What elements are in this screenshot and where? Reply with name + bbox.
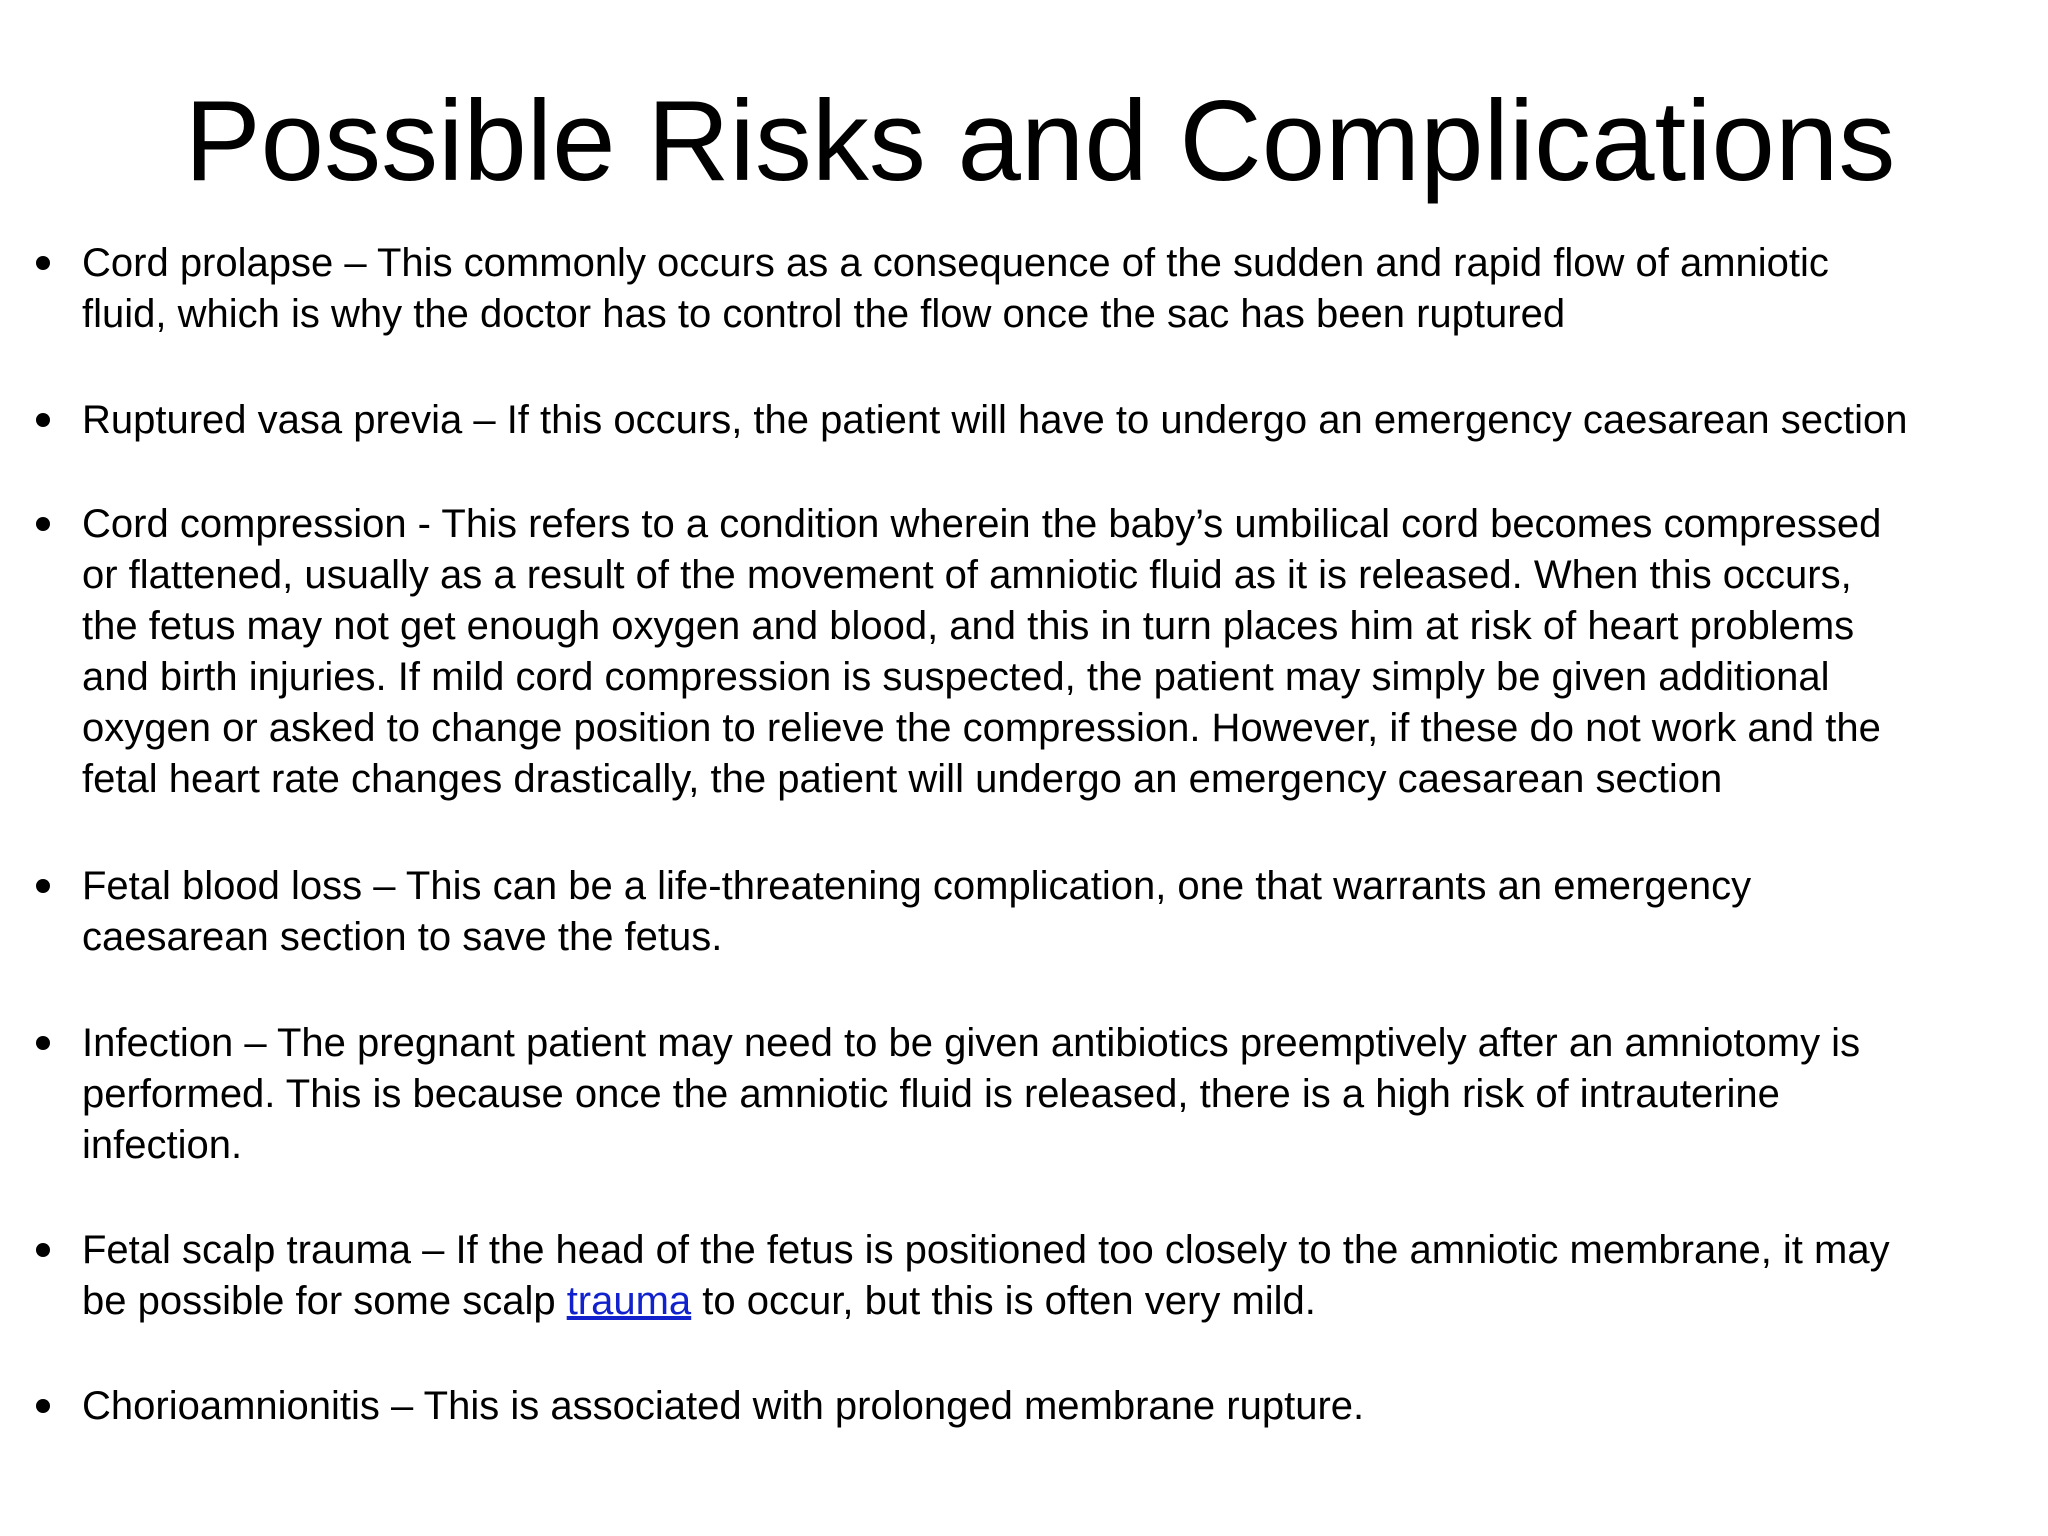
bullet-icon <box>36 1036 50 1050</box>
text-line: Fetal scalp trauma – If the head of the fetus is positioned too closely to the amniotic membrane, it may <box>82 1228 1890 1272</box>
bullet-text <box>82 1018 2048 1171</box>
bullet-icon <box>36 879 50 893</box>
text-line: the fetus may not get enough oxygen and blood, and this in turn places him at risk of heart problems <box>82 604 1855 648</box>
text-line: Fetal blood loss – This can be a life-threatening complication, one that warrants an emergency <box>82 864 1752 908</box>
slide-title: Possible Risks and Complications <box>184 78 1896 205</box>
text-line: caesarean section to save the fetus. <box>82 915 723 959</box>
bullet-icon <box>36 1243 50 1257</box>
text-line: Cord prolapse – This commonly occurs as a consequence of the sudden and rapid flow of amniotic <box>82 241 1829 285</box>
bullet-text <box>82 499 2048 805</box>
bullet-text <box>82 395 2048 446</box>
bullet-text <box>82 238 2048 340</box>
bullet-icon <box>36 517 50 531</box>
bullet-text <box>82 1381 2048 1432</box>
text-line: Infection – The pregnant patient may need to be given antibiotics preemptively after an amniotomy is <box>82 1021 1861 1065</box>
text-line: fluid, which is why the doctor has to control the flow once the sac has been ruptured <box>82 292 1566 336</box>
text-line: infection. <box>82 1123 243 1167</box>
text-line: fetal heart rate changes drastically, the patient will undergo an emergency caesarean section <box>82 757 1723 801</box>
text-line-with-link <box>82 1276 2048 1327</box>
bullet-icon <box>36 256 50 270</box>
text-line: Cord compression - This refers to a condition wherein the baby’s umbilical cord becomes compressed <box>82 502 1882 546</box>
text-line: Ruptured vasa previa – If this occurs, the patient will have to undergo an emergency caesarean section <box>82 398 1908 442</box>
link-prefix-text: be possible for some scalp <box>82 1279 567 1323</box>
bullet-icon <box>36 413 50 427</box>
link-suffix-text: to occur, but this is often very mild. <box>691 1279 1316 1323</box>
bullet-text <box>82 1225 2048 1327</box>
text-line: or flattened, usually as a result of the movement of amniotic fluid as it is released. When this occurs, <box>82 553 1852 597</box>
text-line: performed. This is because once the amniotic fluid is released, there is a high risk of intrauterine <box>82 1072 1780 1116</box>
text-line: oxygen or asked to change position to relieve the compression. However, if these do not work and the <box>82 706 1881 750</box>
text-line: Chorioamnionitis – This is associated with prolonged membrane rupture. <box>82 1384 1365 1428</box>
text-line: and birth injuries. If mild cord compression is suspected, the patient may simply be given additional <box>82 655 1830 699</box>
bullet-icon <box>36 1399 50 1413</box>
bullet-text <box>82 861 2048 963</box>
trauma-link[interactable]: trauma <box>566 1279 692 1323</box>
